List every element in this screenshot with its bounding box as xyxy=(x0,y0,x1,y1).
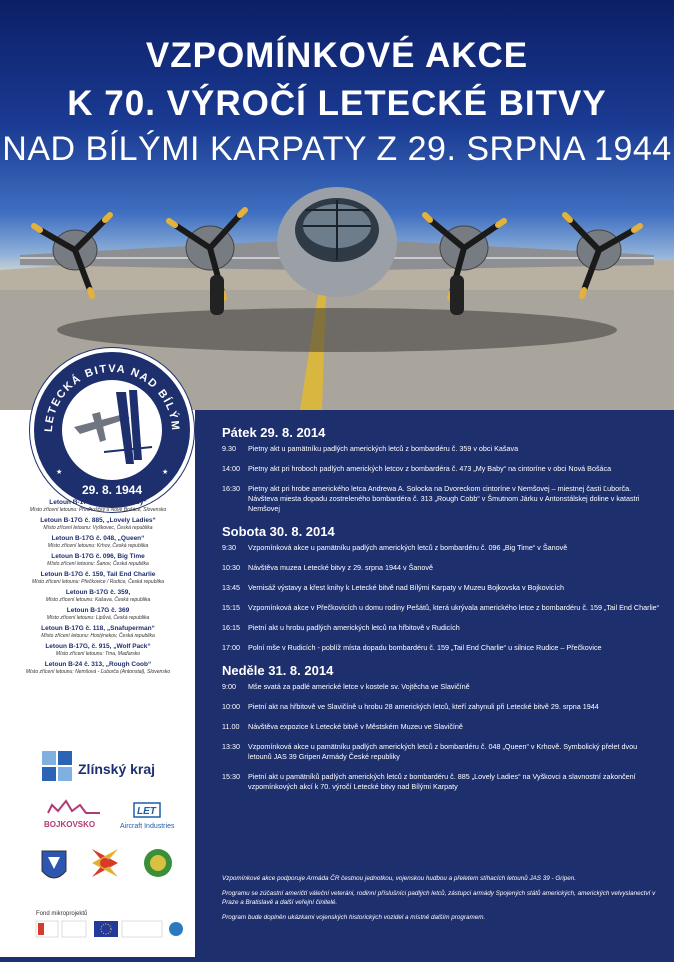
footer-note: Vzpomínkové akce podporuje Armáda ČR čestnou jednotkou, vojenskou hudbou a přeletem stíhacích letounů JAS 39 - Gripen. xyxy=(222,875,576,882)
event-text: Pietní akt na hřbitově ve Slavičíně u hrobu 28 amerických letců, kteří zahynuli při Letecké bitvě 29. srpna 1944 xyxy=(248,702,599,711)
event-row xyxy=(222,444,662,454)
event-row xyxy=(222,682,662,692)
eu-logos xyxy=(36,921,183,937)
zlin-kraj-text: Zlínský kraj xyxy=(78,761,156,777)
event-row xyxy=(222,484,662,514)
let-sub-text: Aircraft Industries xyxy=(120,823,175,830)
footer-notes xyxy=(222,874,662,928)
event-time: 9:00 xyxy=(222,682,236,691)
event-row xyxy=(222,464,662,474)
let-text: LET xyxy=(137,806,156,817)
plane-item: Letoun B-17G č. 096, Big Time Místo zřícení letounu: Šanov, Česká republika xyxy=(47,553,149,567)
event-time: 16:15 xyxy=(222,623,240,632)
event-text: Návštěva expozice k Letecké bitvě v Městském Muzeu ve Slavičíně xyxy=(248,722,463,731)
bojkovsko-text: BOJKOVSKO xyxy=(44,820,96,829)
event-row xyxy=(222,583,662,593)
event-row xyxy=(222,772,662,792)
event-time: 9.30 xyxy=(222,444,236,453)
event-text: Pietní akt u pamätníků padlých amerických letců z bombardéru č. 885 „Lovely Ladies“ na Vyškovci a slavnostní zakončení vzpomínkových akcí k 70. výročí Letecké bitvy nad Bílými Karpaty xyxy=(248,772,636,791)
emblem-date: 29. 8. 1944 xyxy=(81,483,143,497)
event-text: Polní mše v Rudicích - poblíž místa dopadu bombardéru č. 159 „Tail End Charlie“ u silnice Rudice – Přečkovice xyxy=(248,643,602,652)
title-line-3: NAD BÍLÝMI KARPATY Z 29. SRPNA 1944 xyxy=(2,130,672,168)
coat-of-arms-icons xyxy=(42,849,172,878)
plane-item: Letoun B-17G č. 048, „Queen“ Místo zřícení letounu: Krhov, Česká republika xyxy=(47,535,149,549)
plane-item: Letoun B-17G č. 359, Místo zřícení letounu: Kašava, Česká republika xyxy=(45,589,151,603)
sponsor-logos-graphic xyxy=(0,745,195,957)
event-time: 11.00 xyxy=(222,722,240,731)
plane-item: Letoun B-24 č. 313, „Rough Coob“ Místo zřícení letounu: Nemšová - Ľuborča (Antonstal), Slovensko xyxy=(25,661,171,675)
event-text: Pietny akt u pamätníku padlých amerických letců z bombardéru č. 359 v obci Kašava xyxy=(248,444,519,453)
event-time: 14:00 xyxy=(222,464,240,473)
event-time: 10:00 xyxy=(222,702,240,711)
event-text: Vzpomínková akce v Přečkovicích u domu rodiny Pešátů, která ukrývala amerického letce z bombardéru č. 159 „Tail End Charlie“ xyxy=(248,603,660,612)
event-text: Mše svatá za padlé americké letce v kostele sv. Vojtěcha ve Slavičíně xyxy=(248,682,470,691)
emblem-graphic xyxy=(34,352,190,508)
plane-item: Letoun B-17G, č. 915, „Wolf Pack“ Místo zřícení letounu: Trna, Maďarsko xyxy=(45,643,151,657)
event-time: 15:15 xyxy=(222,603,240,612)
event-row xyxy=(222,603,662,613)
event-row xyxy=(222,643,662,653)
event-time: 13:45 xyxy=(222,583,240,592)
event-row xyxy=(222,543,662,553)
event-time: 10:30 xyxy=(222,563,240,572)
event-row xyxy=(222,722,662,732)
footer-note: Program bude doplněn ukázkami vojenských historických vozidel a místně dalším programem. xyxy=(222,914,486,921)
zlin-kraj-logo xyxy=(42,751,155,781)
footer-note: Programu se zúčastní američtí váleční veteráni, rodinní příslušníci padlých letců, zástupci armády Spojených států amerických, amerických velvyslanectví v Praze a Bratislavě a další veřejní činitelé. xyxy=(222,890,656,906)
event-text: Pietní akt u hrobu padlých amerických letců na hřbitově v Rudicích xyxy=(248,623,460,632)
event-time: 16:30 xyxy=(222,484,240,493)
event-time: 15:30 xyxy=(222,772,240,781)
event-row xyxy=(222,623,662,633)
battle-emblem xyxy=(30,348,194,512)
title-line-2: K 70. VÝROČÍ LETECKÉ BITVY xyxy=(67,84,607,123)
let-logo xyxy=(120,803,175,830)
event-text: Pietny akt pri hroboch padlých amerických letcov z bombardéra č. 473 „My Baby“ na cintoríne v obci Nová Bošáca xyxy=(248,464,612,473)
sponsor-logos xyxy=(0,745,195,957)
plane-item: Letoun B-17G č. 118, „Snafuperman“ Místo zřícení letounu: Hostýnekov, Česká republika xyxy=(41,625,155,639)
event-time: 9:30 xyxy=(222,543,236,552)
event-text: Vzpomínková akce u pamätníku padlých amerických letců z bombardéru č. 096 „Big Time“ v Šanově xyxy=(248,543,568,552)
event-row xyxy=(222,702,662,712)
emblem-arc-text: LETECKÁ BITVA NAD BÍLÝM xyxy=(42,362,182,433)
plane-item: Letoun B-17G č. 369 Místo zřícení letounu: Lipůvá, Česká republika xyxy=(46,607,150,621)
event-text: Vernisáž výstavy a křest knihy k Letecké bitvě nad Bílými Karpaty v Muzeu Bojkovska v Bojkovicích xyxy=(248,583,564,592)
fond-label: Fond mikroprojektů xyxy=(36,911,88,917)
event-text: Vzpomínková akce u pamätníku padlých amerických letců z bombardéru č. 048 „Queen“ v Krhově. Symbolický přelet dvou letounů JAS 39 Gripen Armády České republiky xyxy=(248,742,638,761)
plane-item: Letoun B-17G č. 885, „Lovely Ladies“ Místo zřícení letounu: Vyškovec, Česká republika xyxy=(40,517,156,531)
planes-list xyxy=(4,499,192,679)
event-time: 17:00 xyxy=(222,643,240,652)
day-title: Sobota 30. 8. 2014 xyxy=(222,524,335,539)
day-title: Pátek 29. 8. 2014 xyxy=(222,425,326,440)
event-row xyxy=(222,742,662,762)
day-friday xyxy=(222,425,662,514)
event-text: Pietny akt pri hrobe amerického letca Andrewa A. Solocka na Dvoreckom cintoríne v Nemšovej – miestnej časti Ľuborča. Návšteva miesta dopadu zostreleného bombardéra č. 313 „Rough Cobb“ v Šmutnom Járku v Antonstálskej doline v katastri Nemšovej xyxy=(248,484,640,513)
day-sunday xyxy=(222,663,662,792)
star-icon: ★ xyxy=(56,469,63,476)
title-line-1: VZPOMÍNKOVÉ AKCE xyxy=(145,36,529,75)
event-text: Návštěva muzea Letecké bitvy z 29. srpna 1944 v Šanově xyxy=(248,563,433,572)
day-title: Neděle 31. 8. 2014 xyxy=(222,663,334,678)
day-saturday xyxy=(222,524,662,653)
event-time: 13:30 xyxy=(222,742,240,751)
bojkovsko-logo xyxy=(44,801,100,829)
star-icon: ★ xyxy=(162,469,169,476)
plane-item: Letoun B-17G č. 159, Tail End Charlie Místo zřícení letounu: Přečkovice / Rudice, Česká republika xyxy=(31,571,164,585)
plane-item: Letoun B-17G č. 473 „My Baby“ Místo zřícení letounu: Predhoščky u Nové Bošáce, Slovensko xyxy=(29,499,167,513)
schedule xyxy=(222,425,662,802)
event-row xyxy=(222,563,662,573)
